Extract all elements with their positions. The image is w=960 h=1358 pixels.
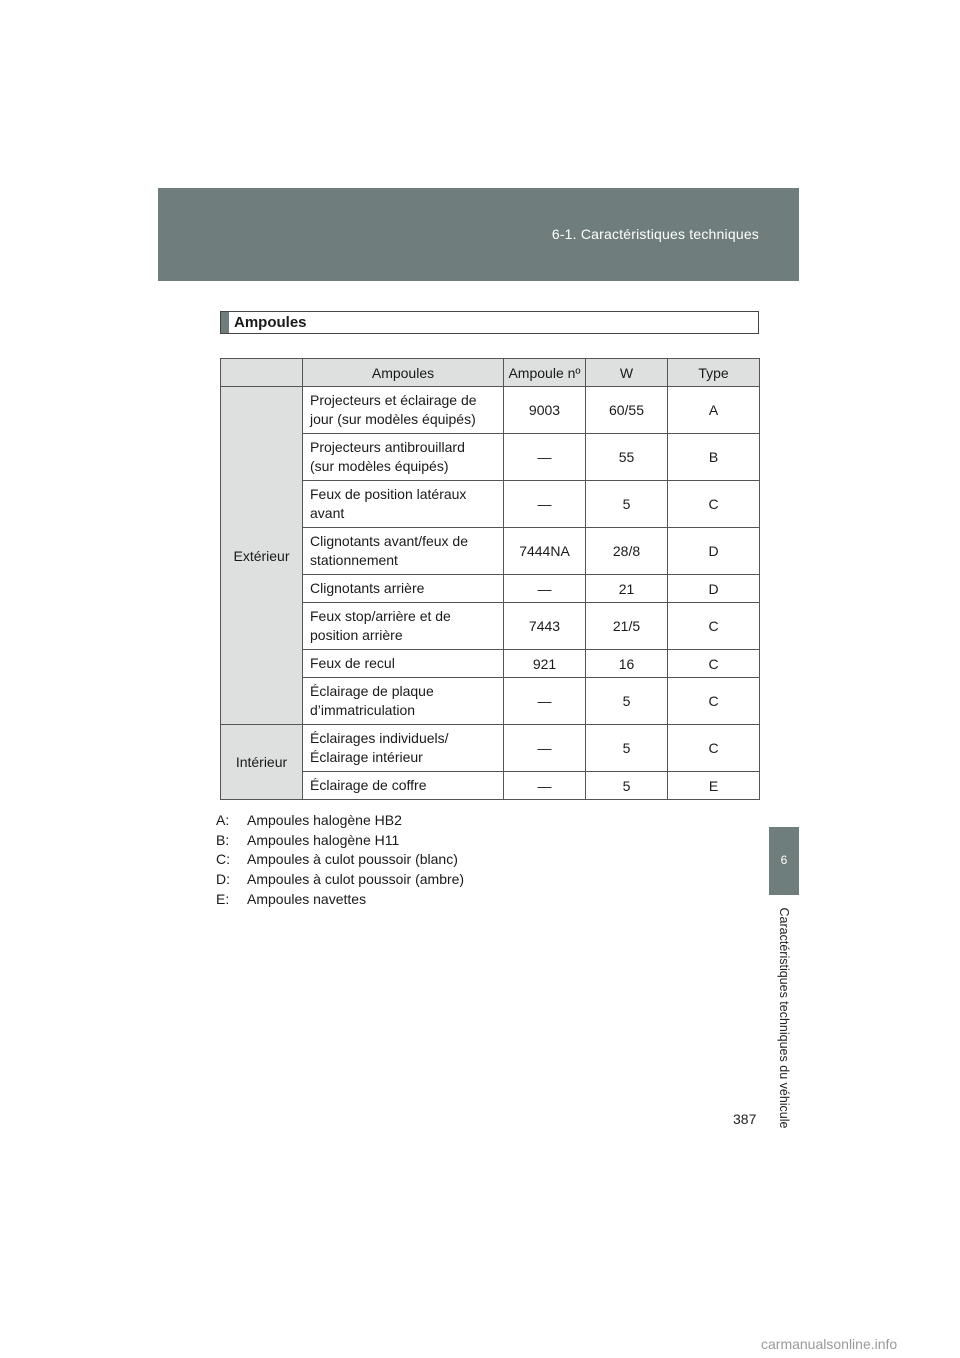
bulb-number: — (504, 434, 586, 481)
bulb-type-legend (216, 811, 464, 910)
section-heading-bar (221, 312, 229, 333)
bulb-number: — (504, 678, 586, 725)
table-header-row (221, 359, 760, 387)
bulb-number: — (504, 772, 586, 800)
bulb-type: D (668, 528, 760, 575)
bulb-number: 921 (504, 650, 586, 678)
table-row (221, 725, 760, 772)
bulb-description: Clignotants avant/feux de stationnement (303, 528, 504, 575)
bulb-wattage: 5 (586, 678, 668, 725)
bulb-spec-table (220, 358, 760, 800)
bulb-description: Éclairages individuels/ Éclairage intérieur (303, 725, 504, 772)
bulb-description: Éclairage de plaque d’immatriculation (303, 678, 504, 725)
bulb-wattage: 5 (586, 481, 668, 528)
bulb-number: — (504, 725, 586, 772)
group-label: Extérieur (221, 387, 303, 725)
section-heading (220, 311, 759, 334)
bulb-type: D (668, 575, 760, 603)
bulb-wattage: 5 (586, 772, 668, 800)
legend-item: E: Ampoules navettes (216, 890, 367, 907)
column-header: Type (668, 359, 760, 387)
bulb-type: C (668, 678, 760, 725)
column-header (221, 359, 303, 387)
chapter-side-label: Caractéristiques techniques du véhicule (777, 907, 791, 1129)
bulb-description: Clignotants arrière (303, 575, 504, 603)
bulb-wattage: 21/5 (586, 603, 668, 650)
bulb-wattage: 5 (586, 725, 668, 772)
bulb-wattage: 55 (586, 434, 668, 481)
watermark: carmanualsonline.info (761, 1336, 898, 1352)
bulb-number: — (504, 481, 586, 528)
bulb-type: C (668, 725, 760, 772)
bulb-wattage: 28/8 (586, 528, 668, 575)
legend-item: A: Ampoules halogène HB2 (216, 812, 402, 828)
chapter-side-tab (769, 827, 799, 895)
bulb-number: 9003 (504, 387, 586, 434)
column-header: W (586, 359, 668, 387)
bulb-type: C (668, 603, 760, 650)
bulb-description: Éclairage de coffre (303, 772, 504, 800)
legend-item: C: Ampoules à culot poussoir (blanc) (216, 851, 458, 868)
section-title: Ampoules (234, 314, 307, 331)
bulb-type: E (668, 772, 760, 800)
bulb-number: — (504, 575, 586, 603)
group-label: Intérieur (221, 725, 303, 800)
bulb-description: Projecteurs antibrouillard (sur modèles équipés) (303, 434, 504, 481)
bulb-number: 7443 (504, 603, 586, 650)
column-header: Ampoules (303, 359, 504, 387)
bulb-wattage: 60/55 (586, 387, 668, 434)
bulb-number: 7444NA (504, 528, 586, 575)
bulb-description: Projecteurs et éclairage de jour (sur modèles équipés) (303, 387, 504, 434)
table-row (221, 387, 760, 434)
bulb-type: C (668, 481, 760, 528)
legend-item: D: Ampoules à culot poussoir (ambre) (216, 871, 465, 888)
column-header: Ampoule nº (504, 359, 586, 387)
bulb-description: Feux de recul (303, 650, 504, 678)
chapter-header-band (158, 188, 799, 281)
bulb-type: B (668, 434, 760, 481)
bulb-wattage: 16 (586, 650, 668, 678)
chapter-number: 6 (780, 853, 788, 867)
page-number: 387 (733, 1111, 757, 1127)
chapter-title: 6-1. Caractéristiques techniques (551, 226, 759, 242)
bulb-description: Feux stop/arrière et de position arrière (303, 603, 504, 650)
bulb-description: Feux de position latéraux avant (303, 481, 504, 528)
legend-item: B: Ampoules halogène H11 (216, 831, 400, 848)
bulb-type: A (668, 387, 760, 434)
bulb-type: C (668, 650, 760, 678)
bulb-wattage: 21 (586, 575, 668, 603)
